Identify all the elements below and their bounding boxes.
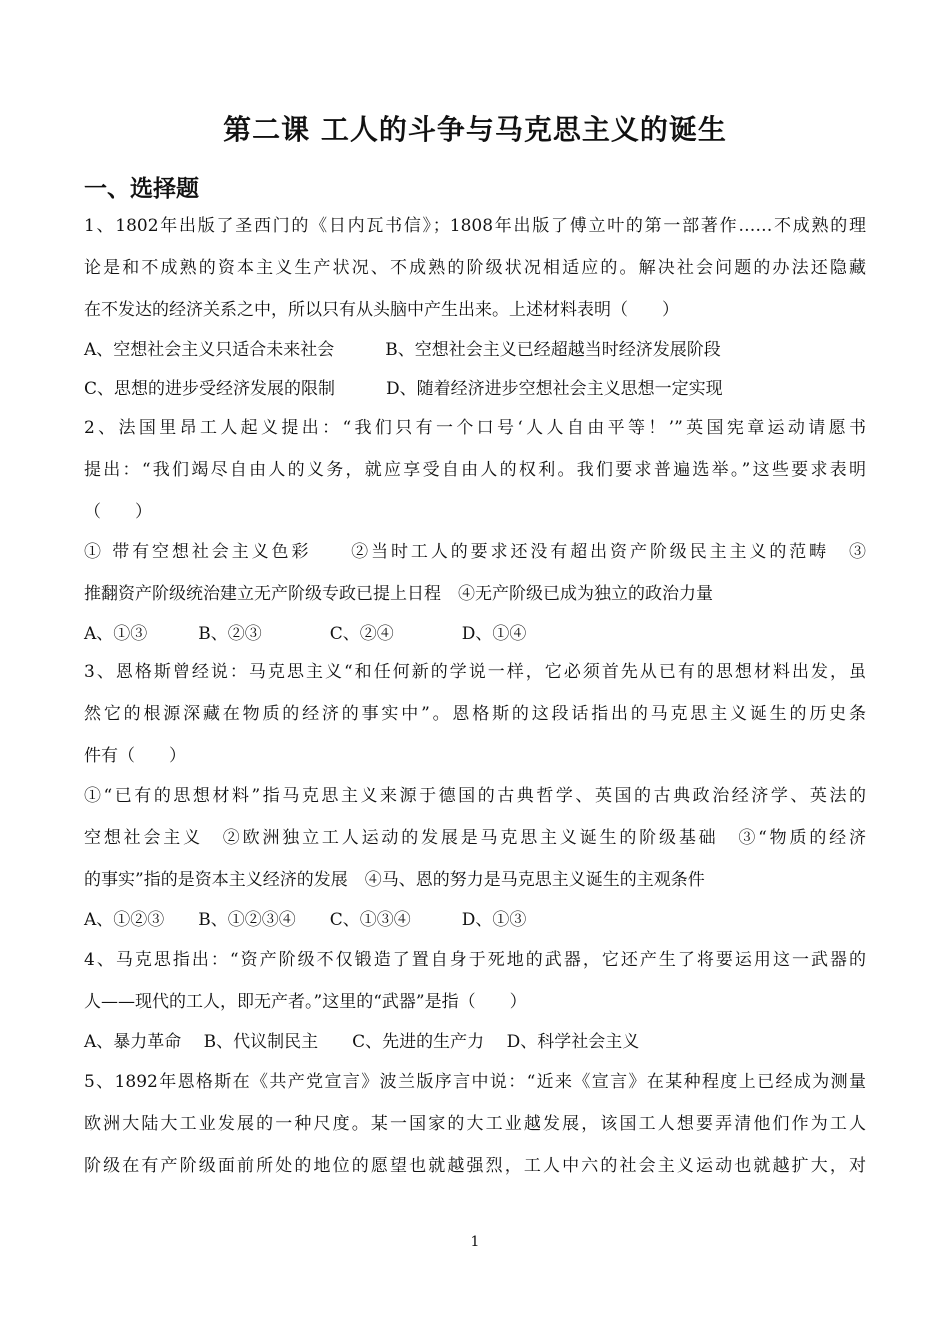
text-line: 人——现代的工人，即无产者。”这里的“武器”是指（ ）: [84, 992, 527, 1012]
text-line: 论是和不成熟的资本主义生产状况、不成熟的阶级状况相适应的。解决社会问题的办法还隐藏: [84, 258, 866, 278]
page-title: 第二课 工人的斗争与马克思主义的诞生: [223, 113, 727, 146]
text-line: 1、1802年出版了圣西门的《日内瓦书信》；1808年出版了傅立叶的第一部著作……不成熟的理: [84, 216, 866, 236]
text-line: 件有（ ）: [84, 746, 186, 766]
text-line: 3、恩格斯曾经说：马克思主义“和任何新的学说一样，它必须首先从已有的思想材料出发，虽: [84, 662, 866, 682]
text-line: 提出：“我们竭尽自由人的义务，就应享受自由人的权利。我们要求普遍选举。”这些要求表明: [84, 460, 866, 480]
text-line: 2、法国里昂工人起义提出：“我们只有一个口号‘人人自由平等！’”英国宪章运动请愿书: [84, 418, 866, 438]
text-line: 的事实”指的是资本主义经济的发展 ④马、恩的努力是马克思主义诞生的主观条件: [84, 870, 705, 890]
option-line: A、空想社会主义只适合未来社会 B、空想社会主义已经超越当时经济发展阶段: [84, 340, 721, 360]
text-line: 5、1892年恩格斯在《共产党宣言》波兰版序言中说：“近来《宣言》在某种程度上已经成为测量: [84, 1072, 866, 1092]
option-line: A、①③ B、②③ C、②④ D、①④: [84, 624, 527, 644]
option-line: A、①②③ B、①②③④ C、①③④ D、①③: [84, 910, 527, 930]
text-line: 欧洲大陆大工业发展的一种尺度。某一国家的大工业越发展，该国工人想要弄清他们作为工人: [84, 1114, 866, 1134]
text-line: 推翻资产阶级统治建立无产阶级专政已提上日程 ④无产阶级已成为独立的政治力量: [84, 584, 713, 604]
text-line: 然它的根源深藏在物质的经济的事实中”。恩格斯的这段话指出的马克思主义诞生的历史条: [84, 704, 866, 724]
page-number: 1: [470, 1234, 480, 1250]
text-line: 4、马克思指出：“资产阶级不仅锻造了置自身于死地的武器，它还产生了将要运用这一武器的: [84, 950, 866, 970]
text-line: 阶级在有产阶级面前所处的地位的愿望也就越强烈，工人中六的社会主义运动也就越扩大，对: [84, 1156, 866, 1176]
text-line: （ ）: [84, 502, 152, 522]
text-line: ① 带有空想社会主义色彩 ②当时工人的要求还没有超出资产阶级民主主义的范畴 ③: [84, 542, 866, 562]
section-heading: 一、选择题: [84, 176, 199, 202]
text-line: 在不发达的经济关系之中，所以只有从头脑中产生出来。上述材料表明（ ）: [84, 300, 679, 320]
option-line: A、暴力革命 B、代议制民主 C、先进的生产力 D、科学社会主义: [84, 1032, 640, 1052]
text-line: ①“已有的思想材料”指马克思主义来源于德国的古典哲学、英国的古典政治经济学、英法的: [84, 786, 866, 806]
text-line: 空想社会主义 ②欧洲独立工人运动的发展是马克思主义诞生的阶级基础 ③“物质的经济: [84, 828, 866, 848]
option-line: C、思想的进步受经济发展的限制 D、随着经济进步空想社会主义思想一定实现: [84, 379, 723, 399]
